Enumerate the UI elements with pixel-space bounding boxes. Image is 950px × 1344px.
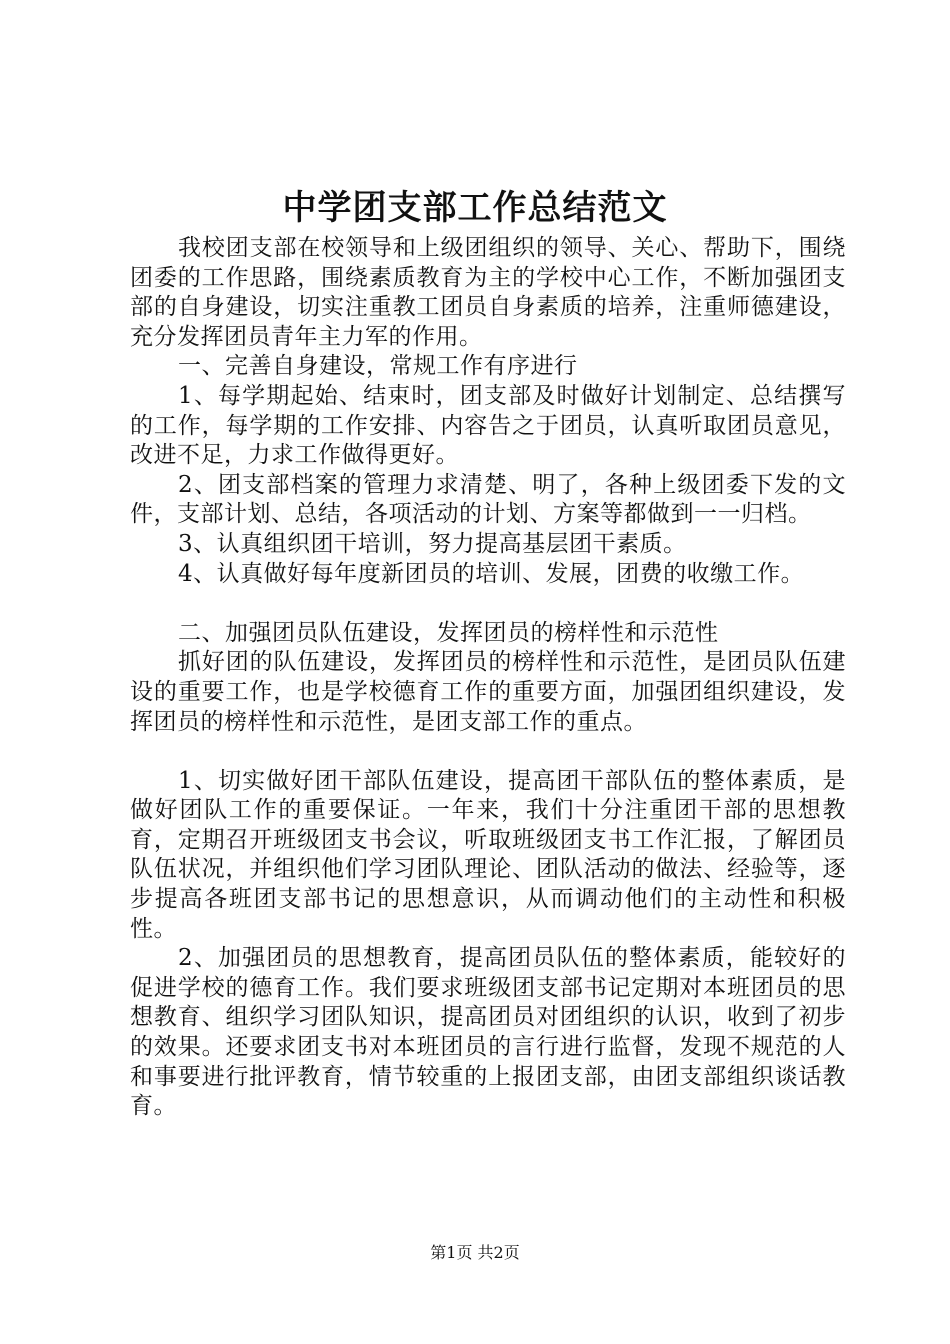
paragraph-section-2-intro: 抓好团的队伍建设，发挥团员的榜样性和示范性，是团员队伍建设的重要工作，也是学校德育工作的重要方面，加强团组织建设，发挥团员的榜样性和示范性，是团支部工作的重点。 [130,649,846,735]
document-title: 中学团支部工作总结范文 [282,188,668,228]
paragraph-intro: 我校团支部在校领导和上级团组织的领导、关心、帮助下，围绕团委的工作思路，围绕素质教育为主的学校中心工作，不断加强团支部的自身建设，切实注重教工团员自身素质的培养，注重师德建设，充分发挥团员青年主力军的作用。 [130,235,846,350]
paragraph-item-2-2: 2、加强团员的思想教育，提高团员队伍的整体素质，能较好的促进学校的德育工作。我们要求班级团支部书记定期对本班团员的思想教育、组织学习团队知识，提高团员对团组织的认识，收到了初步的效果。还要求团支书对本班团员的言行进行监督，发现不规范的人和事要进行批评教育，情节较重的上报团支部，由团支部组织谈话教育。 [130,945,846,1120]
section-heading-1: 一、完善自身建设，常规工作有序进行 [178,353,578,380]
section-heading-2: 二、加强团员队伍建设，发挥团员的榜样性和示范性 [178,619,719,646]
paragraph-item-1-2: 2、团支部档案的管理力求清楚、明了，各种上级团委下发的文件，支部计划、总结，各项活动的计划、方案等都做到一一归档。 [130,471,846,528]
paragraph-item-1-4: 4、认真做好每年度新团员的培训、发展，团费的收缴工作。 [178,560,805,587]
page-footer: 第1页 共2页 [430,1243,520,1262]
paragraph-item-2-1: 1、切实做好团干部队伍建设，提高团干部队伍的整体素质，是做好团队工作的重要保证。一年来，我们十分注重团干部的思想教育，定期召开班级团支书会议，听取班级团支书工作汇报，了解团员队伍状况，并组织他们学习团队理论、团队活动的做法、经验等，逐步提高各班团支部书记的思想意识，从而调动他们的主动性和积极性。 [130,767,846,942]
paragraph-item-1-1: 1、每学期起始、结束时，团支部及时做好计划制定、总结撰写的工作，每学期的工作安排、内容告之于团员，认真听取团员意见，改进不足，力求工作做得更好。 [130,382,846,469]
blank-line [130,737,846,767]
blank-line [130,589,846,619]
document-body [130,234,846,1122]
paragraph-item-1-3: 3、认真组织团干培训，努力提高基层团干素质。 [178,530,687,557]
